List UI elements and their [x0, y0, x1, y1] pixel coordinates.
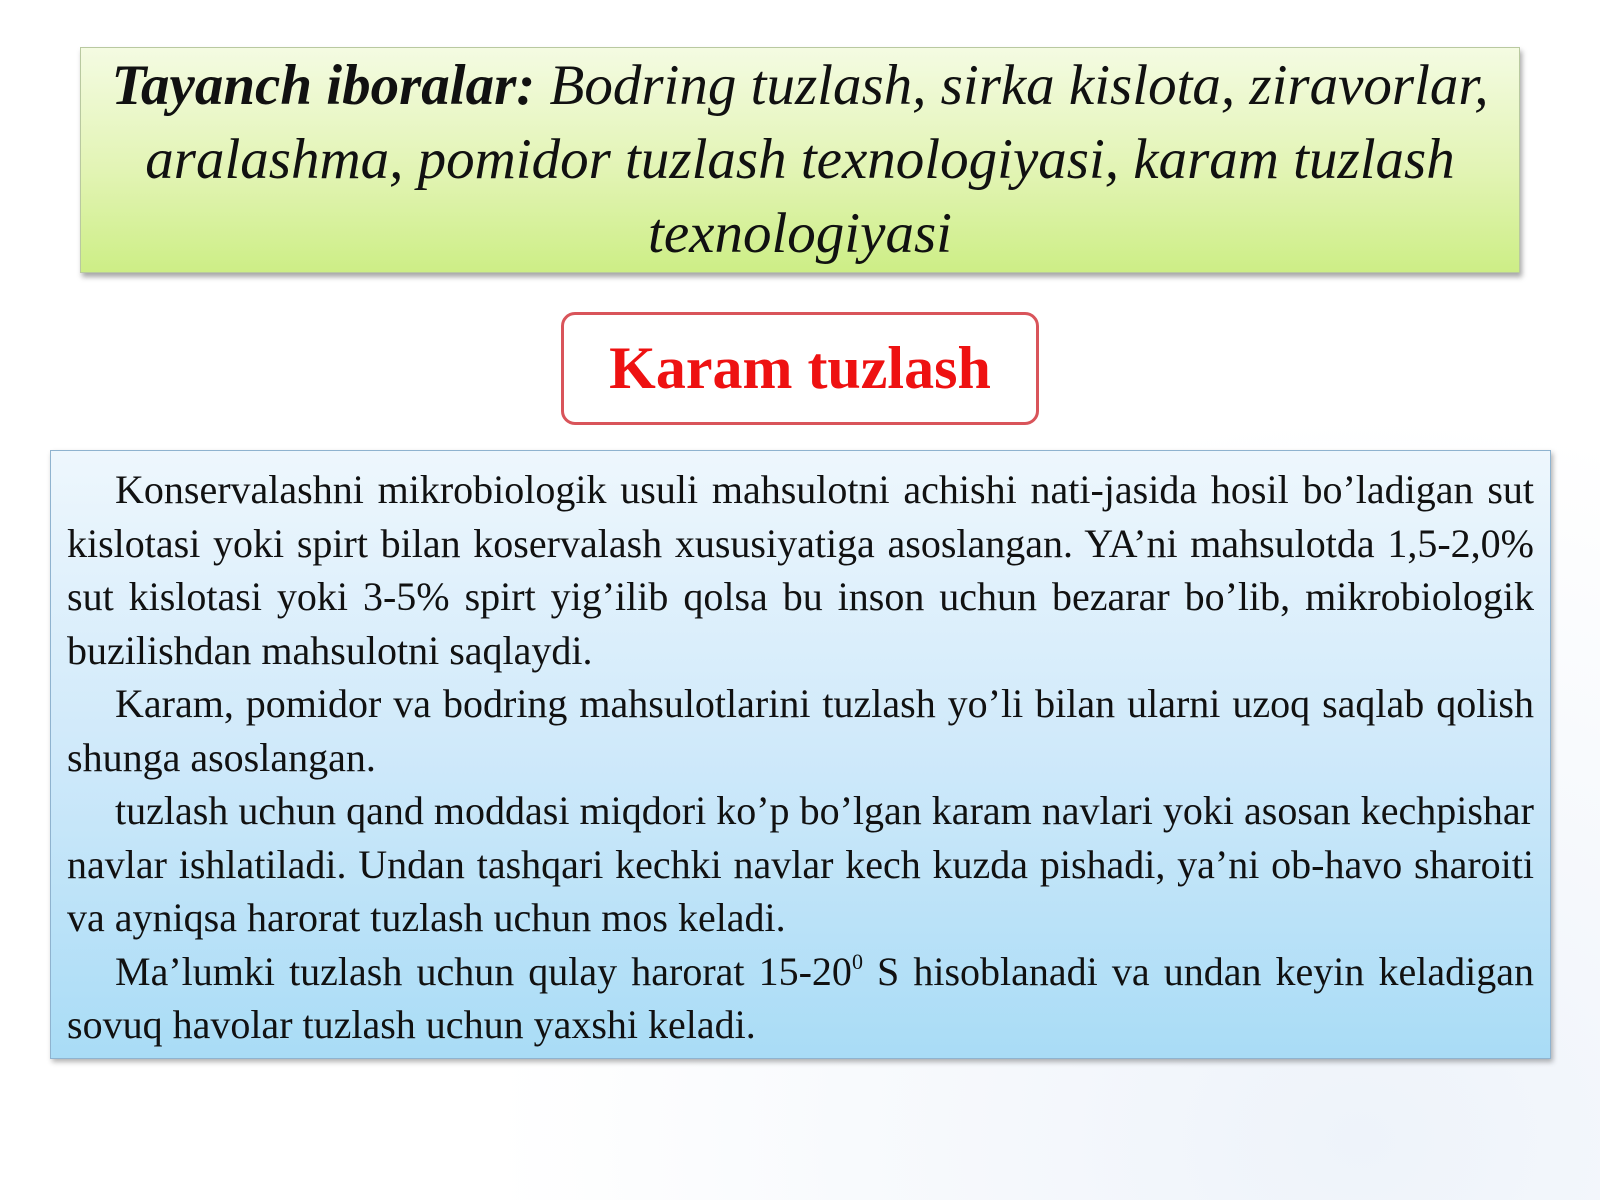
- section-title: Karam tuzlash: [609, 335, 991, 401]
- paragraph: tuzlash uchun qand moddasi miqdori ko’p bo’lgan karam navlari yoki asosan kechpishar navlar ishlatiladi. Undan tashqari kechki navlar kech kuzda pishadi, ya’ni ob-havo sharoiti va ayniqsa harorat tuzlash uchun mos keladi.: [67, 788, 1534, 940]
- content-box: [50, 450, 1551, 1059]
- paragraph-text: S hisoblanadi va undan keyin keladigan sovuq havolar tuzlash uchun yaxshi keladi.: [67, 948, 1534, 1047]
- degree-superscript: 0: [851, 948, 863, 974]
- keywords-text: [111, 49, 1489, 271]
- keywords-list: Bodring tuzlash, sirka kislota, ziravorlar, aralashma, pomidor tuzlash texnologiyasi, karam tuzlash texnologiyasi: [145, 54, 1489, 265]
- paragraph-temperature: [67, 945, 1534, 1052]
- paragraph: Karam, pomidor va bodring mahsulotlarini tuzlash yo’li bilan ularni uzoq saqlab qolish shunga asoslangan.: [67, 681, 1534, 780]
- paragraph-text: Ma’lumki tuzlash uchun qulay harorat 15-20: [115, 948, 852, 994]
- keywords-label: Tayanch iboralar:: [111, 54, 536, 117]
- paragraph: Konservalashni mikrobiologik usuli mahsulotni achishi nati-jasida hosil bo’ladigan sut kislotasi yoki spirt bilan koservalash xususiyatiga asoslangan. YA’ni mahsulotda 1,5-2,0% sut kislotasi yoki 3-5% spirt yig’ilib qolsa bu inson uchun bezarar bo’lib, mikrobiologik buzilishdan mahsulotni saqlaydi.: [67, 467, 1534, 673]
- keywords-box: [80, 47, 1520, 273]
- section-title-box: [561, 312, 1039, 425]
